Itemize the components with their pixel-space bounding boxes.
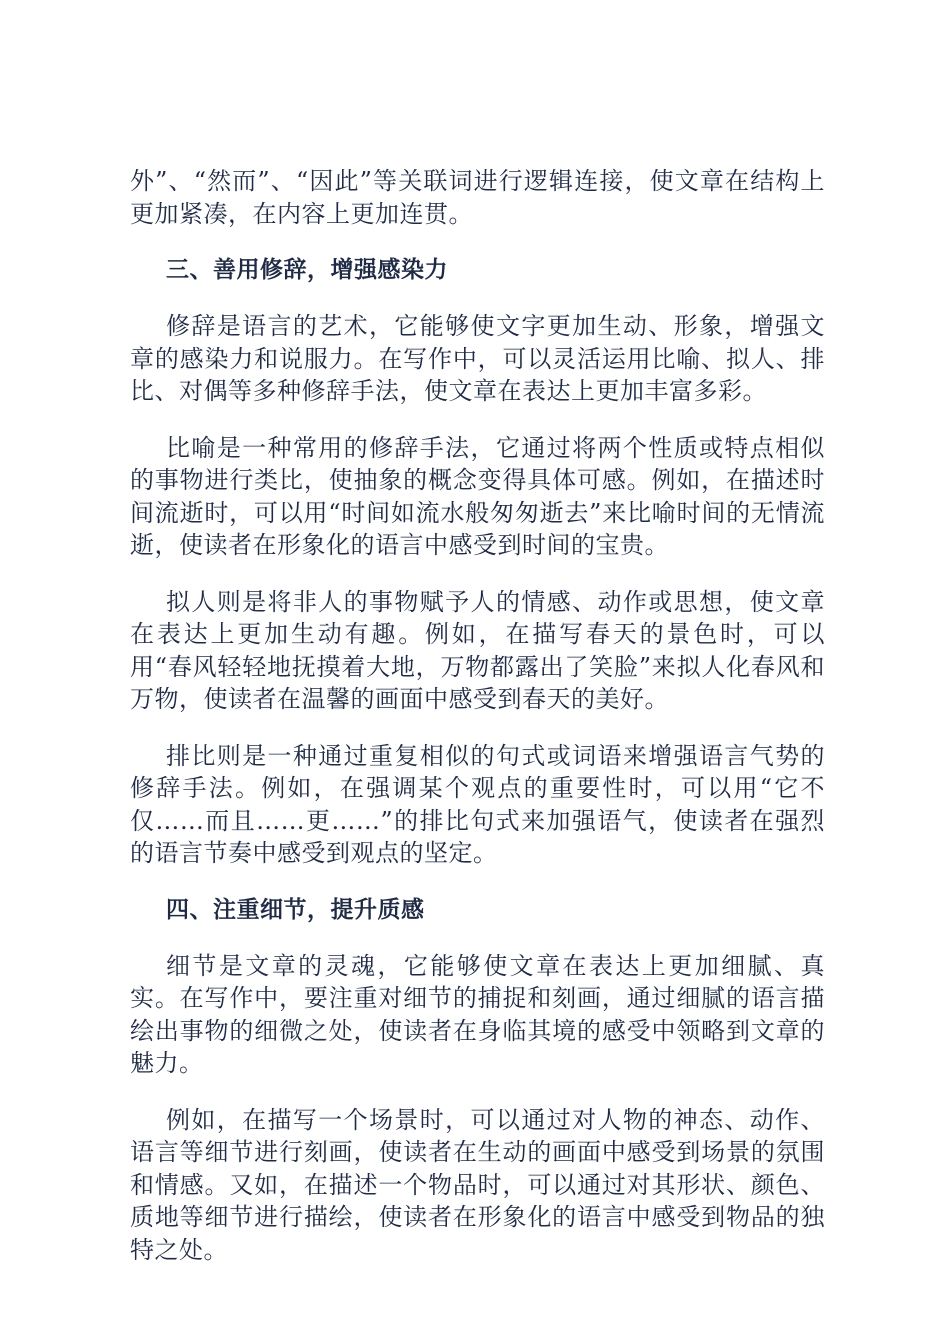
paragraph-detail-example: 例如，在描写一个场景时，可以通过对人物的神态、动作、语言等细节进行刻画，使读者在生动的画面中感受到场景的氛围和情感。又如，在描述一个物品时，可以通过对其形状、颜色、质地等细节进行描绘，使读者在形象化的语言中感受到物品的独特之处。: [130, 1105, 825, 1264]
paragraph-intro-continuation: 外”、“然而”、“因此”等关联词进行逻辑连接，使文章在结构上更加紧凑，在内容上更加连贯。: [130, 167, 825, 228]
section-heading-rhetoric: 三、善用修辞，增强感染力: [166, 257, 448, 283]
document-page: [130, 165, 825, 1290]
paragraph-detail: 细节是文章的灵魂，它能够使文章在表达上更加细腻、真实。在写作中，要注重对细节的捕捉和刻画，通过细腻的语言描绘出事物的细微之处，使读者在身临其境的感受中领略到文章的魅力。: [130, 951, 825, 1077]
section-heading-detail: 四、注重细节，提升质感: [166, 896, 425, 923]
paragraph-parallelism: 排比则是一种通过重复相似的句式或词语来增强语言气势的修辞手法。例如，在强调某个观点的重要性时，可以用“它不仅……而且……更……”的排比句式来加强语气，使读者在强烈的语言节奏中感受到观点的坚定。: [130, 741, 825, 867]
paragraph-rhetoric: 修辞是语言的艺术，它能够使文字更加生动、形象，增强文章的感染力和说服力。在写作中，可以灵活运用比喻、拟人、排比、对偶等多种修辞手法，使文章在表达上更加丰富多彩。: [130, 312, 825, 405]
paragraph-personification: 拟人则是将非人的事物赋予人的情感、动作或思想，使文章在表达上更加生动有趣。例如，在描写春天的景色时，可以用“春风轻轻地抚摸着大地，万物都露出了笑脸”来拟人化春风和万物，使读者在温馨的画面中感受到春天的美好。: [130, 587, 825, 713]
paragraph-metaphor: 比喻是一种常用的修辞手法，它通过将两个性质或特点相似的事物进行类比，使抽象的概念变得具体可感。例如，在描述时间流逝时，可以用“时间如流水般匆匆逝去”来比喻时间的无情流逝，使读者在形象化的语言中感受到时间的宝贵。: [130, 433, 825, 559]
